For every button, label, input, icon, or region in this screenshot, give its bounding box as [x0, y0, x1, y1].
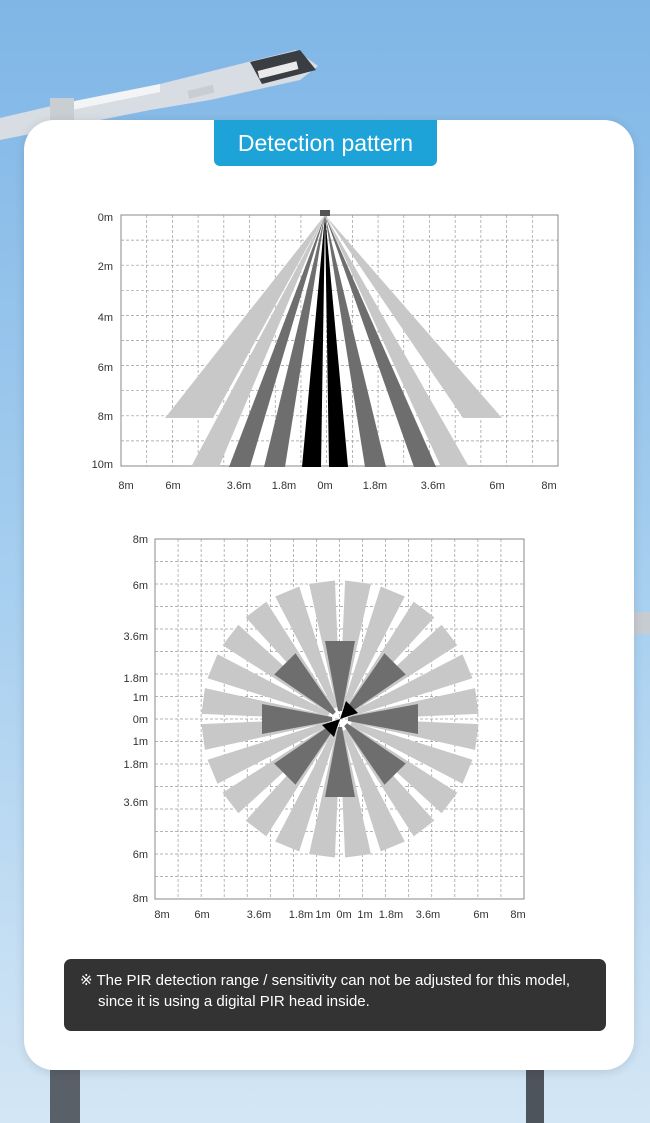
- x-tick-label: 8m: [541, 480, 557, 492]
- note-line-1: ※ The PIR detection range / sensitivity can not be adjusted for this model,: [80, 972, 571, 989]
- x-tick-label: 1.8m: [288, 909, 314, 921]
- sensor-marker: [320, 210, 330, 216]
- x-tick-label: 8m: [118, 480, 134, 492]
- x-tick-label: 1.8m: [271, 480, 297, 492]
- y-tick-label: 10m: [91, 459, 113, 471]
- y-tick-label: 3.6m: [123, 631, 148, 643]
- x-tick-label: 6m: [165, 480, 181, 492]
- top-view-x-axis: [154, 909, 525, 921]
- y-tick-label: 3.6m: [123, 797, 148, 809]
- y-tick-label: 1.8m: [123, 759, 148, 771]
- note-box: [64, 959, 606, 1031]
- top-view-diagram: [124, 534, 526, 921]
- y-tick-label: 1m: [132, 736, 148, 748]
- top-view-y-axis: [124, 534, 148, 905]
- x-tick-label: 6m: [489, 480, 505, 492]
- x-tick-label: 0m: [336, 909, 352, 921]
- y-tick-label: 1.8m: [123, 673, 148, 685]
- side-view-y-axis: [92, 212, 113, 471]
- y-tick-label: 6m: [97, 362, 113, 374]
- page-title: Detection pattern: [214, 120, 437, 166]
- x-tick-label: 3.6m: [420, 480, 446, 492]
- x-tick-label: 1.8m: [378, 909, 404, 921]
- note-line-2: since it is using a digital PIR head inside.: [98, 993, 370, 1010]
- side-view-x-axis: [118, 480, 556, 492]
- y-tick-label: 4m: [97, 312, 113, 324]
- x-tick-label: 8m: [510, 909, 526, 921]
- x-tick-label: 6m: [194, 909, 210, 921]
- side-view-diagram: [92, 210, 558, 492]
- y-tick-label: 8m: [132, 893, 148, 905]
- x-tick-label: 1m: [315, 909, 331, 921]
- x-tick-label: 3.6m: [226, 480, 252, 492]
- top-view-grid: [155, 539, 524, 899]
- y-tick-label: 0m: [132, 714, 148, 726]
- x-tick-label: 1.8m: [362, 480, 388, 492]
- x-tick-label: 3.6m: [246, 909, 272, 921]
- y-tick-label: 6m: [132, 580, 148, 592]
- x-tick-label: 0m: [317, 480, 333, 492]
- x-tick-label: 3.6m: [415, 909, 441, 921]
- x-tick-label: 8m: [154, 909, 170, 921]
- y-tick-label: 2m: [97, 261, 113, 273]
- y-tick-label: 8m: [97, 411, 113, 423]
- y-tick-label: 8m: [132, 534, 148, 546]
- y-tick-label: 6m: [132, 849, 148, 861]
- x-tick-label: 1m: [357, 909, 373, 921]
- y-tick-label: 0m: [97, 212, 113, 224]
- y-tick-label: 1m: [132, 692, 148, 704]
- x-tick-label: 6m: [473, 909, 489, 921]
